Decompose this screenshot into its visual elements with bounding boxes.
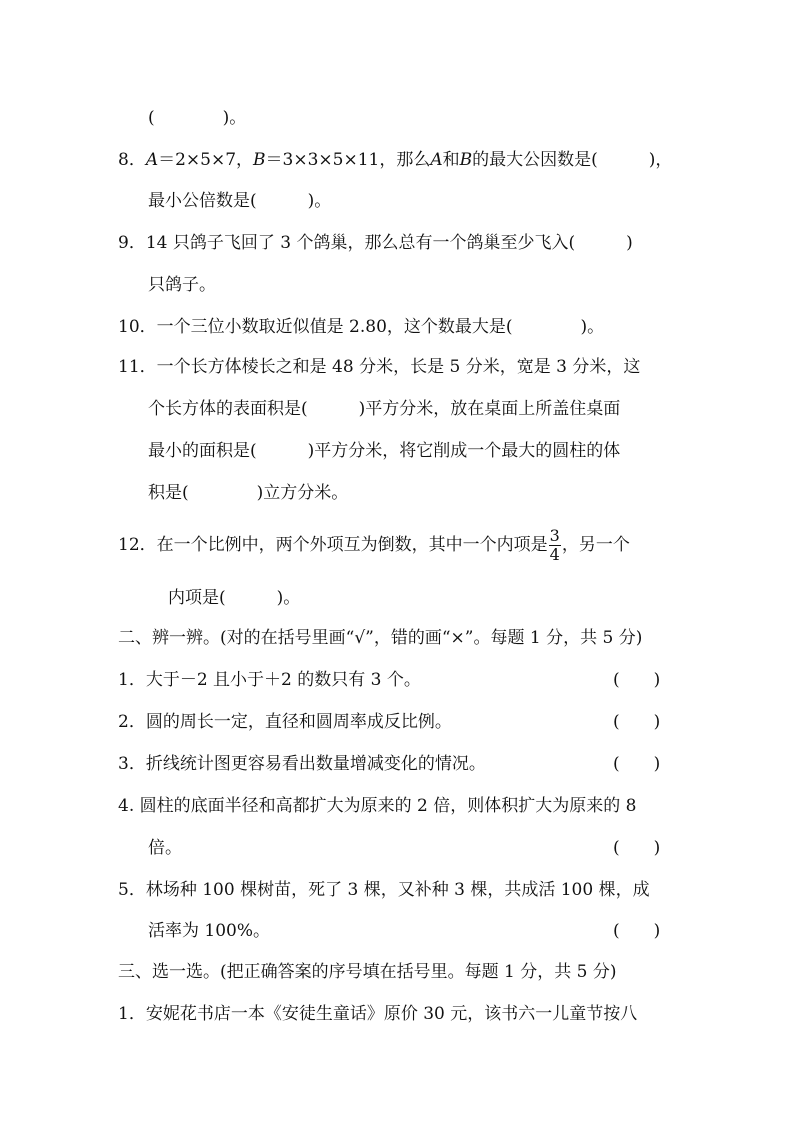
eq-a: ＝2×5×7， (158, 150, 254, 170)
s2-item-4-answer-paren[interactable]: ( ) (613, 838, 661, 858)
q12-line1 (118, 525, 630, 565)
var-b-2: B (459, 150, 473, 170)
var-a: A (145, 150, 159, 170)
var-a-2: A (430, 150, 443, 170)
s2-item-4-text: 4. 圆柱的底面半径和高都扩大为原来的 2 倍，则体积扩大为原来的 8 (118, 796, 637, 816)
section2-title: 二、辨一辨。(对的在括号里画“√”，错的画“×”。每题 1 分，共 5 分) (118, 628, 643, 648)
s2-item-3-answer-paren[interactable]: ( ) (613, 754, 661, 774)
s2-item-2-answer-paren[interactable]: ( ) (613, 712, 661, 732)
q12-pre: 12．在一个比例中，两个外项互为倒数，其中一个内项是 (118, 535, 548, 555)
s2-item-2-text: 2．圆的周长一定，直径和圆周率成反比例。 (118, 712, 452, 732)
fraction-three-quarters (549, 527, 561, 564)
q9-line1: 9．14 只鸽子飞回了 3 个鸽巢，那么总有一个鸽巢至少飞入( ) (118, 233, 633, 253)
q8-number: 8． (118, 150, 146, 170)
q11-line3: 最小的面积是( )平方分米，将它削成一个最大的圆柱的体 (148, 441, 621, 461)
q11-line1: 11．一个长方体棱长之和是 48 分米，长是 5 分米，宽是 3 分米，这 (118, 357, 641, 377)
s2-item-5-answer-paren[interactable]: ( ) (613, 921, 661, 941)
and-text: 和 (442, 150, 460, 170)
var-b: B (253, 150, 266, 170)
s3-q1-line1: 1．安妮花书店一本《安徒生童话》原价 30 元，该书六一儿童节按八 (118, 1004, 638, 1024)
fraction-denominator: 4 (549, 545, 560, 564)
q8-rest: 的最大公因数是( )， (472, 150, 673, 170)
q7-continuation: ( )。 (148, 108, 247, 128)
s2-item-3-text: 3．折线统计图更容易看出数量增减变化的情况。 (118, 754, 486, 774)
q10-line1: 10．一个三位小数取近似值是 2.80，这个数最大是( )。 (118, 317, 605, 337)
section3-title: 三、选一选。(把正确答案的序号填在括号里。每题 1 分，共 5 分) (118, 962, 617, 982)
q8-line1 (118, 150, 672, 170)
eq-b: ＝3×3×5×11，那么 (265, 150, 431, 170)
s2-item-5-text: 5．林场种 100 棵树苗，死了 3 棵，又补种 3 棵，共成活 100 棵，成 (118, 880, 650, 900)
s2-item-1-answer-paren[interactable]: ( ) (613, 670, 661, 690)
q12-line2: 内项是( )。 (168, 588, 301, 608)
q11-line4: 积是( )立方分米。 (148, 483, 349, 503)
q12-post: ，另一个 (561, 535, 630, 555)
q11-line2: 个长方体的表面积是( )平方分米，放在桌面上所盖住桌面 (148, 399, 621, 419)
s2-item-5-text-cont: 活率为 100%。 (148, 921, 271, 941)
s2-item-1-text: 1．大于－2 且小于＋2 的数只有 3 个。 (118, 670, 421, 690)
q8-line2: 最小公倍数是( )。 (148, 191, 332, 211)
fraction-numerator: 3 (549, 526, 560, 545)
s2-item-4-text-cont: 倍。 (148, 838, 182, 858)
q9-line2: 只鸽子。 (148, 275, 216, 295)
